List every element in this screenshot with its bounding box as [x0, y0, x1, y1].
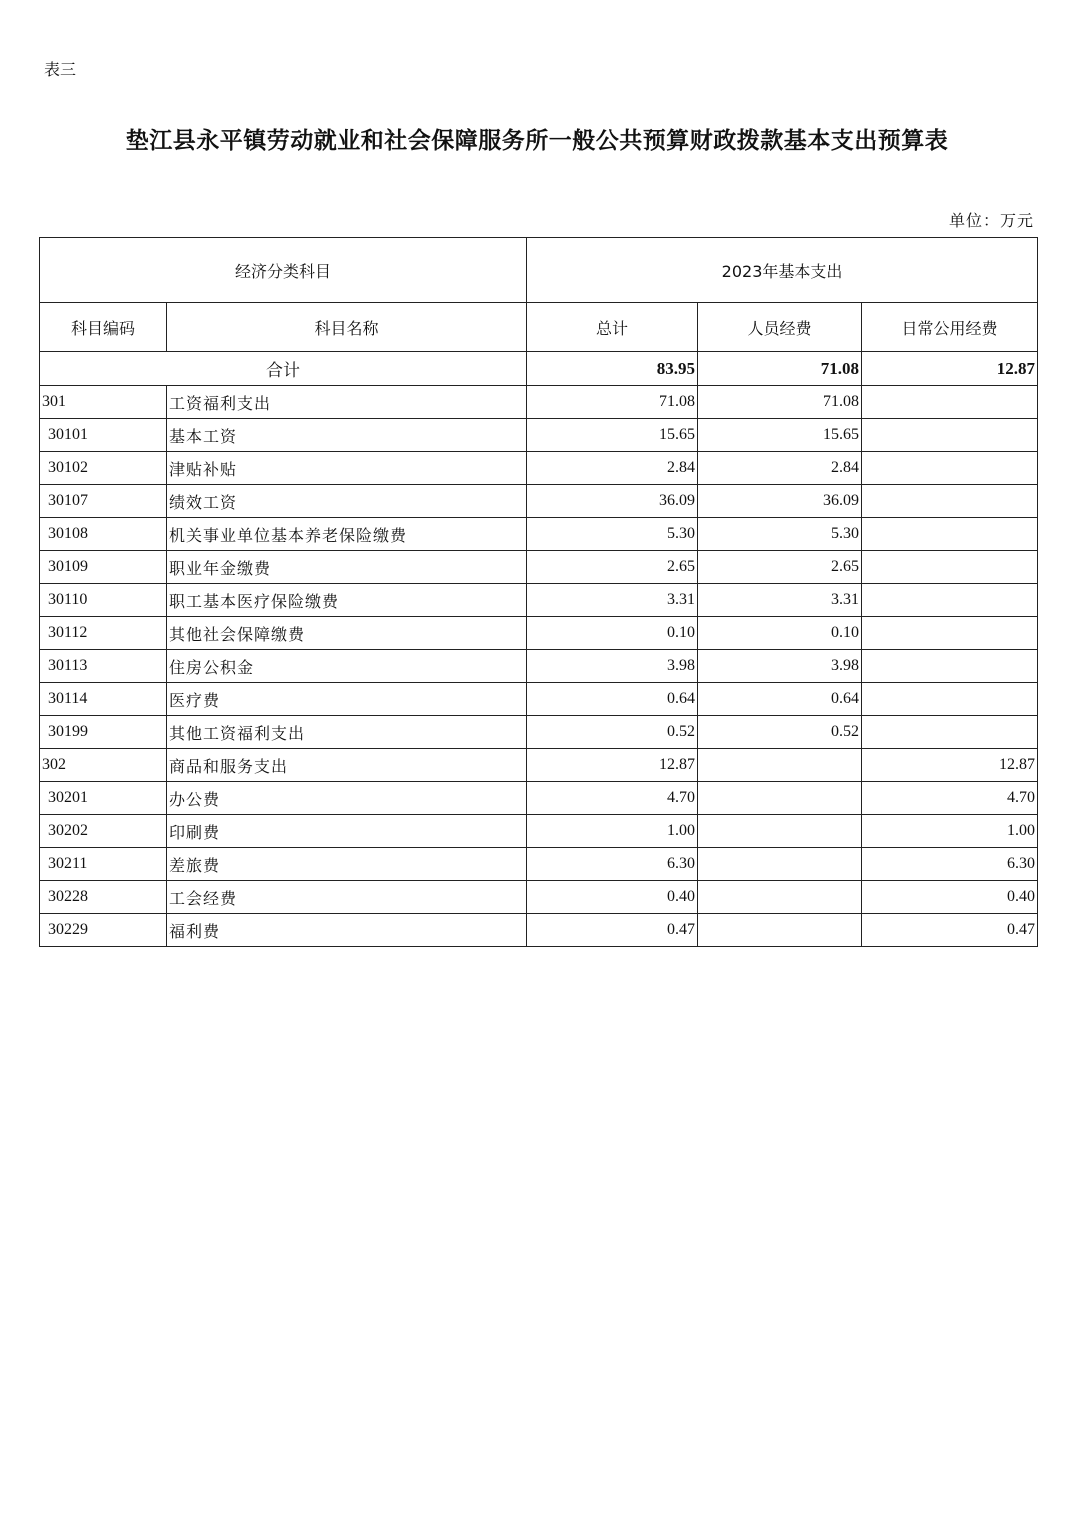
total-label: 合计 [40, 352, 527, 386]
table-row [40, 485, 1038, 518]
row-name: 商品和服务支出 [167, 749, 527, 782]
row-public [862, 584, 1038, 617]
row-total: 12.87 [527, 749, 698, 782]
row-code: 30211 [40, 848, 167, 881]
table-row [40, 716, 1038, 749]
row-public: 0.47 [862, 914, 1038, 947]
row-total: 3.31 [527, 584, 698, 617]
row-public [862, 386, 1038, 419]
page-title: 垫江县永平镇劳动就业和社会保障服务所一般公共预算财政拨款基本支出预算表 [125, 127, 949, 154]
row-name: 机关事业单位基本养老保险缴费 [167, 518, 527, 551]
row-total: 36.09 [527, 485, 698, 518]
row-public: 12.87 [862, 749, 1038, 782]
header-code: 科目编码 [40, 303, 167, 352]
row-name: 工资福利支出 [167, 386, 527, 419]
row-total: 3.98 [527, 650, 698, 683]
row-personnel: 15.65 [698, 419, 862, 452]
row-public [862, 650, 1038, 683]
row-total: 1.00 [527, 815, 698, 848]
row-total: 0.52 [527, 716, 698, 749]
row-total: 6.30 [527, 848, 698, 881]
row-code: 30201 [40, 782, 167, 815]
row-public: 1.00 [862, 815, 1038, 848]
row-total: 2.84 [527, 452, 698, 485]
row-total: 4.70 [527, 782, 698, 815]
total-row [40, 352, 1038, 386]
table-row [40, 815, 1038, 848]
row-code: 30229 [40, 914, 167, 947]
row-total: 0.10 [527, 617, 698, 650]
header-name: 科目名称 [167, 303, 527, 352]
row-name: 基本工资 [167, 419, 527, 452]
header-econ-class: 经济分类科目 [40, 238, 527, 303]
row-public: 6.30 [862, 848, 1038, 881]
row-name: 福利费 [167, 914, 527, 947]
row-personnel: 71.08 [698, 386, 862, 419]
unit-label: 单位：万元 [948, 211, 1034, 230]
table-row [40, 650, 1038, 683]
header-row-group [40, 238, 1038, 303]
row-code: 30202 [40, 815, 167, 848]
row-code: 30114 [40, 683, 167, 716]
row-total: 71.08 [527, 386, 698, 419]
row-personnel: 0.64 [698, 683, 862, 716]
row-code: 30107 [40, 485, 167, 518]
row-public [862, 716, 1038, 749]
header-total: 总计 [527, 303, 698, 352]
total-total: 83.95 [527, 352, 698, 386]
row-name: 其他工资福利支出 [167, 716, 527, 749]
row-personnel: 0.52 [698, 716, 862, 749]
row-code: 30108 [40, 518, 167, 551]
table-row [40, 452, 1038, 485]
row-name: 职业年金缴费 [167, 551, 527, 584]
row-code: 30113 [40, 650, 167, 683]
row-total: 0.40 [527, 881, 698, 914]
row-public [862, 617, 1038, 650]
row-name: 其他社会保障缴费 [167, 617, 527, 650]
row-name: 医疗费 [167, 683, 527, 716]
row-code: 30199 [40, 716, 167, 749]
row-personnel [698, 848, 862, 881]
row-public [862, 683, 1038, 716]
table-row [40, 419, 1038, 452]
row-code: 30228 [40, 881, 167, 914]
row-personnel: 0.10 [698, 617, 862, 650]
row-personnel [698, 782, 862, 815]
total-public: 12.87 [862, 352, 1038, 386]
row-total: 15.65 [527, 419, 698, 452]
row-name: 办公费 [167, 782, 527, 815]
total-personnel: 71.08 [698, 352, 862, 386]
row-personnel: 2.65 [698, 551, 862, 584]
row-code: 30102 [40, 452, 167, 485]
row-public [862, 419, 1038, 452]
row-personnel: 3.31 [698, 584, 862, 617]
table-row [40, 914, 1038, 947]
row-code: 30112 [40, 617, 167, 650]
budget-table [39, 237, 1038, 947]
row-code: 30110 [40, 584, 167, 617]
header-basic-expense: 2023年基本支出 [527, 238, 1038, 303]
row-public: 0.40 [862, 881, 1038, 914]
row-name: 津贴补贴 [167, 452, 527, 485]
row-name: 绩效工资 [167, 485, 527, 518]
row-personnel: 5.30 [698, 518, 862, 551]
row-public [862, 485, 1038, 518]
row-code: 30101 [40, 419, 167, 452]
table-row [40, 848, 1038, 881]
table-row [40, 386, 1038, 419]
row-name: 住房公积金 [167, 650, 527, 683]
row-personnel: 2.84 [698, 452, 862, 485]
row-public: 4.70 [862, 782, 1038, 815]
row-personnel [698, 914, 862, 947]
table-row [40, 584, 1038, 617]
table-row [40, 683, 1038, 716]
table-number-label: 表三 [44, 60, 77, 79]
table-row [40, 617, 1038, 650]
row-personnel [698, 815, 862, 848]
row-personnel: 3.98 [698, 650, 862, 683]
header-personnel: 人员经费 [698, 303, 862, 352]
table-row [40, 518, 1038, 551]
row-personnel: 36.09 [698, 485, 862, 518]
row-name: 差旅费 [167, 848, 527, 881]
row-public [862, 452, 1038, 485]
row-personnel [698, 881, 862, 914]
row-total: 0.47 [527, 914, 698, 947]
row-total: 2.65 [527, 551, 698, 584]
table-row [40, 749, 1038, 782]
table-row [40, 782, 1038, 815]
row-code: 30109 [40, 551, 167, 584]
row-code: 302 [40, 749, 167, 782]
header-public: 日常公用经费 [862, 303, 1038, 352]
row-personnel [698, 749, 862, 782]
row-name: 印刷费 [167, 815, 527, 848]
row-code: 301 [40, 386, 167, 419]
row-total: 5.30 [527, 518, 698, 551]
row-public [862, 518, 1038, 551]
row-name: 职工基本医疗保险缴费 [167, 584, 527, 617]
row-total: 0.64 [527, 683, 698, 716]
row-name: 工会经费 [167, 881, 527, 914]
row-public [862, 551, 1038, 584]
table-row [40, 551, 1038, 584]
header-row-columns [40, 303, 1038, 352]
table-row [40, 881, 1038, 914]
